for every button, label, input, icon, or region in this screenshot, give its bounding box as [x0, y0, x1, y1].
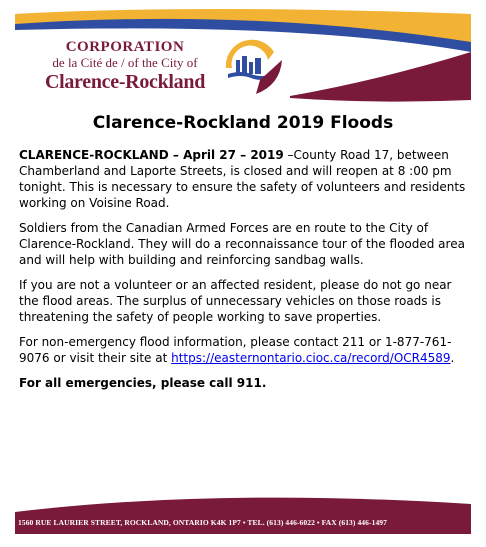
release-body [19, 147, 471, 400]
page-title: Clarence-Rockland 2019 Floods [92, 113, 394, 133]
dateline-date: April 27 – 2019 [183, 148, 284, 162]
organization-logo-text [30, 40, 220, 93]
logo-city-name: Clarence-Rockland [44, 71, 206, 93]
info-text-end: . [450, 351, 455, 365]
maroon-swoosh [290, 52, 471, 102]
city-emblem-icon [216, 30, 286, 100]
dateline-separator: – [168, 148, 184, 162]
footer-band [15, 488, 471, 534]
info-text: For non-emergency flood information, please contact 211 or 1-877-761-9076 or visit their site at [19, 335, 452, 365]
footer-contact: 1560 RUE LAURIER STREET, ROCKLAND, ONTARIO K4K 1P7 • TEL. (613) 446-6022 • FAX (613) 446-1497 [18, 518, 388, 527]
paragraph-armed-forces: Soldiers from the Canadian Armed Forces are en route to the City of Clarence-Rockland. They will do a reconnaissance tour of the flooded area and will help with building and reinforcing sandbag walls. [19, 221, 465, 267]
paragraph-information [19, 334, 471, 366]
paragraph-stay-away: If you are not a volunteer or an affected resident, please do not go near the flood areas. The surplus of unnecessary vehicles on those roads is threatening the safety of people working to save properties. [19, 278, 452, 324]
logo-corporation: CORPORATION [65, 39, 185, 55]
paragraph-emergency: For all emergencies, please call 911. [19, 376, 267, 390]
paragraph-road-closure [19, 147, 471, 211]
info-link[interactable]: https://easternontario.cioc.ca/record/OCR4589 [171, 351, 451, 365]
road-closure-text: –County Road 17, between Chamberland and Laporte Streets, is closed and will reopen at 8 :00 pm tonight. This is necessary to ensure the safety of volunteers and residents working on Voisine Road. [19, 148, 466, 210]
dateline-place: CLARENCE-ROCKLAND [19, 148, 169, 162]
logo-city-of: de la Cité de / of the City of [52, 55, 198, 70]
